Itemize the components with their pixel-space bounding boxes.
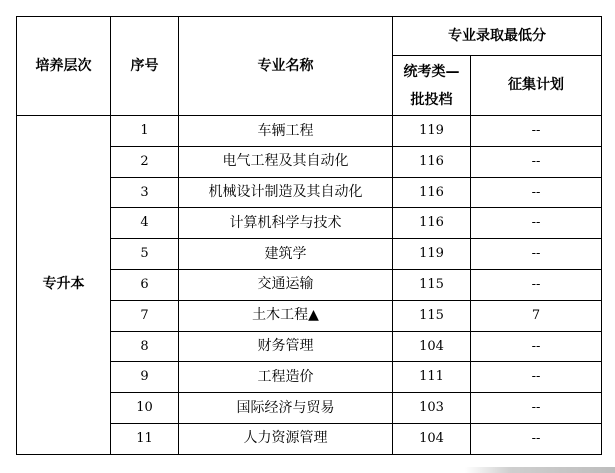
row-batch: 111 bbox=[393, 362, 471, 393]
level-cell: 专升本 bbox=[17, 116, 111, 455]
row-collect: -- bbox=[471, 331, 602, 362]
row-no: 5 bbox=[111, 239, 179, 270]
row-major: 计算机科学与技术 bbox=[179, 208, 393, 239]
row-collect: -- bbox=[471, 393, 602, 424]
row-major: 人力资源管理 bbox=[179, 423, 393, 454]
table-row bbox=[17, 116, 602, 147]
row-batch: 116 bbox=[393, 177, 471, 208]
row-no: 8 bbox=[111, 331, 179, 362]
row-batch: 104 bbox=[393, 331, 471, 362]
row-batch: 116 bbox=[393, 208, 471, 239]
row-no: 11 bbox=[111, 423, 179, 454]
row-no: 10 bbox=[111, 393, 179, 424]
row-collect: -- bbox=[471, 362, 602, 393]
row-collect: -- bbox=[471, 208, 602, 239]
row-collect: -- bbox=[471, 146, 602, 177]
row-batch: 115 bbox=[393, 269, 471, 300]
row-major: 工程造价 bbox=[179, 362, 393, 393]
row-collect: -- bbox=[471, 177, 602, 208]
header-no: 序号 bbox=[111, 17, 179, 116]
header-batch-line1: 统考类— bbox=[403, 63, 460, 80]
row-batch: 119 bbox=[393, 116, 471, 147]
admission-score-table bbox=[16, 16, 602, 455]
row-major: 车辆工程 bbox=[179, 116, 393, 147]
row-collect: -- bbox=[471, 239, 602, 270]
row-collect: -- bbox=[471, 116, 602, 147]
header-row-1 bbox=[17, 17, 602, 56]
row-major: 财务管理 bbox=[179, 331, 393, 362]
row-no: 2 bbox=[111, 146, 179, 177]
row-major: 机械设计制造及其自动化 bbox=[179, 177, 393, 208]
row-no: 1 bbox=[111, 116, 179, 147]
header-batch-line2: 批投档 bbox=[410, 91, 453, 108]
row-batch: 115 bbox=[393, 300, 471, 331]
row-batch: 119 bbox=[393, 239, 471, 270]
row-major: 国际经济与贸易 bbox=[179, 393, 393, 424]
row-collect: 7 bbox=[471, 300, 602, 331]
row-no: 7 bbox=[111, 300, 179, 331]
watermark-strip bbox=[465, 467, 615, 473]
row-no: 3 bbox=[111, 177, 179, 208]
row-batch: 103 bbox=[393, 393, 471, 424]
row-collect: -- bbox=[471, 423, 602, 454]
row-collect: -- bbox=[471, 269, 602, 300]
header-collect: 征集计划 bbox=[471, 56, 602, 116]
row-batch: 116 bbox=[393, 146, 471, 177]
row-major: 土木工程▲ bbox=[179, 300, 393, 331]
row-batch: 104 bbox=[393, 423, 471, 454]
row-major: 交通运输 bbox=[179, 269, 393, 300]
header-batch bbox=[393, 56, 471, 116]
row-no: 4 bbox=[111, 208, 179, 239]
row-no: 6 bbox=[111, 269, 179, 300]
row-major: 电气工程及其自动化 bbox=[179, 146, 393, 177]
header-min-score-group: 专业录取最低分 bbox=[393, 17, 602, 56]
row-no: 9 bbox=[111, 362, 179, 393]
row-major: 建筑学 bbox=[179, 239, 393, 270]
header-major: 专业名称 bbox=[179, 17, 393, 116]
header-level: 培养层次 bbox=[17, 17, 111, 116]
